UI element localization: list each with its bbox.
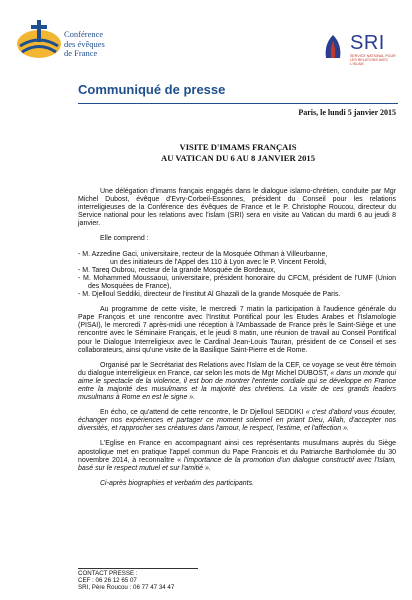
list-item: - M. Azzedine Gaci, universitaire, recteur de la Mosquée Othman à Villeurbanne, un des initiateurs de l'Appel des 110 à Lyon avec le P. Vincent Feroldi,: [78, 251, 396, 267]
paragraph-church: L'Eglise en France en accompagnant ainsi ces représentants musulmans auprès du Siège apostolique met en pratique l'appel commun du Pape Francois et du Patriarche Bartholomée du 30 novembre 2014, à reconnaître « l'importance de la promotion d'un dialogue constructif avec l'Islam, basé sur le respect mutuel et sur l'amitié ».: [78, 440, 396, 472]
sri-emblem-icon: [322, 32, 344, 60]
contact-sri: SRI, Père Roucou : 06 77 47 34 47: [78, 584, 175, 592]
closing-note: Ci-après biographies et verbatim des participants.: [100, 479, 255, 487]
sri-logo: [322, 32, 394, 72]
contact-divider: [78, 568, 198, 569]
headline-line-2: AU VATICAN DU 6 AU 8 JANVIER 2015: [161, 152, 315, 163]
document-body: [78, 188, 396, 495]
delegation-list: [78, 251, 396, 300]
headline: [78, 142, 398, 163]
contact-label: CONTACT PRESSE :: [78, 570, 138, 577]
sri-name: SRI: [350, 32, 385, 54]
list-item: - M. Djelloul Seddiki, directeur de l'institut Al Ghazali de la grande Mosquée de Paris.: [78, 291, 396, 299]
press-contact: [78, 568, 278, 592]
sri-subtitle: SERVICE NATIONAL POUR LES RELATIONS AVEC L'ISLAM: [350, 54, 396, 67]
paragraph-intro: Une délégation d'imams français engagés dans le dialogue islamo-chrétien, conduite par Mgr Michel Dubost, évêque d'Evry-Corbeil-Essonnes, président du Conseil pour les relations interreligieuses de la Conférence des évêques de France et le P. Christophe Roucou, directeur du Service national pour les relations avec l'islam (SRI) sera en visite au Vatican du mardi 6 au jeudi 8 janvier.: [78, 188, 396, 228]
dateline: Paris, le lundi 5 janvier 2015: [298, 108, 396, 117]
cef-logo-icon: [14, 14, 64, 64]
list-item: - M. Tareq Oubrou, recteur de la grande Mosquée de Bordeaux,: [78, 267, 396, 275]
paragraph-dubost-quote: Organisé par le Secrétariat des Relations avec l'Islam de la CEF, ce voyage se veut être témoin du dialogue interreligieux en France, car selon les mots de Mgr Michel DUBOST, « dans un monde qui aime le spectacle de la violence, il est bon de montrer l'entente cordiale qui se développe en France entre la majorité des musulmans et la majorité des chrétiens. La visite de ces grands leaders musulmans à Rome en est le signe ».: [78, 361, 396, 402]
paragraph-programme: Au programme de cette visite, le mercredi 7 matin la participation à l'audience générale du Pape François et une rencontre avec l'Institut Pontifical pour les Etudes Arabes et l'Islamologie (PISAI), le mercredi 7 après-midi une réception à l'Ambassade de France près le Saint-Siège et une rencontre avec le Séminaire Français, et le jeudi 8 matin, une réunion de travail au Conseil Pontifical pour le Dialogue Interreligieux avec le Cardinal Jean-Louis Tauran, président de ce Conseil et ses collaborateurs, ainsi qu'une visite de la Basilique Saint-Pierre et de Rome.: [78, 306, 396, 354]
list-item: - M. Mohammed Moussaoui, universitaire, président honoraire du CFCM, président de l'UMF (Union des Mosquées de France),: [78, 275, 396, 291]
list-intro: Elle comprend :: [100, 235, 149, 243]
letterhead: [0, 0, 412, 80]
headline-line-1: VISITE D'IMAMS FRANÇAIS: [179, 142, 297, 152]
paragraph-seddiki-quote: En écho, ce qu'attend de cette rencontre, le Dr Djelloul SEDDIKI « c'est d'abord vous écouter, échanger nos expériences et partager ce moment solennel en priant Dieu, Allah, d'accepter nos diversités, et rapprocher ses créatures dans l'amour, le respect, l'estime, et l'affection ».: [78, 409, 396, 433]
title-divider: [78, 103, 398, 104]
cef-name: Conférence des évêques de France: [64, 29, 105, 58]
document-title: Communiqué de presse: [78, 82, 226, 97]
contact-cef: CEF : 06 26 12 65 07: [78, 577, 137, 585]
